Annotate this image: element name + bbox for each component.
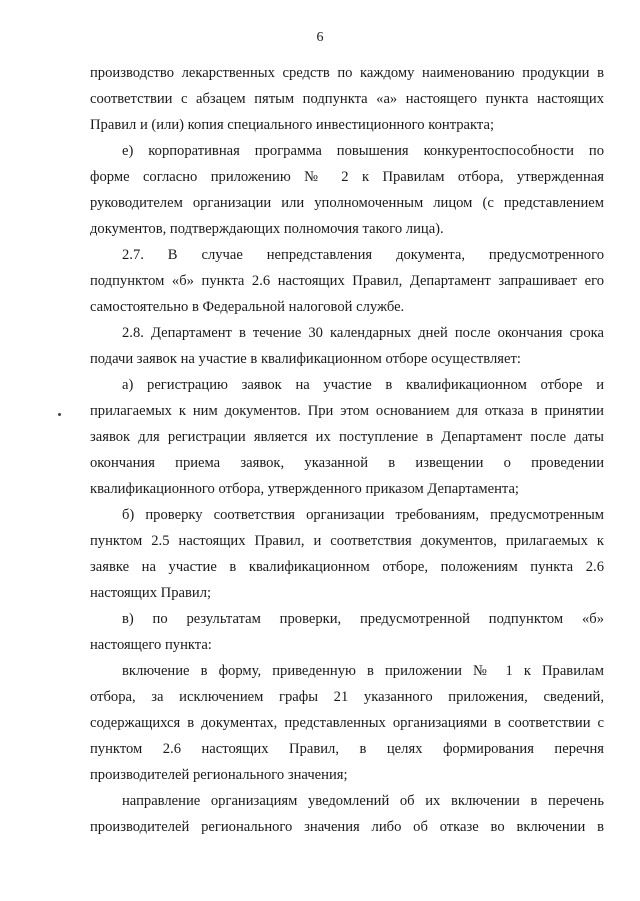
text-line: прилагаемых к ним документов. При этом основанием для отказа в принятии	[90, 403, 604, 419]
text-line: в) по результатам проверки, предусмотренной подпунктом «б»	[122, 611, 604, 627]
text-line: 2.7. В случае непредставления документа, предусмотренного	[122, 247, 604, 263]
text-line: настоящих Правил;	[90, 585, 212, 601]
text-line: Правил и (или) копия специального инвестиционного контракта;	[90, 117, 495, 133]
text-line: содержащихся в документах, представленных организациями в соответствии с	[90, 715, 604, 731]
text-line: заявок для регистрации является их поступление в Департамент после даты	[90, 429, 604, 445]
text-line: подачи заявок на участие в квалификационном отборе осуществляет:	[90, 351, 521, 367]
text-line: самостоятельно в Федеральной налоговой службе.	[90, 299, 405, 315]
text-line: направление организациям уведомлений об их включении в перечень	[122, 793, 604, 809]
text-line: производителей регионального значения либо об отказе во включении в	[90, 819, 604, 835]
text-line: е) корпоративная программа повышения конкурентоспособности по	[122, 143, 604, 159]
text-line: документов, подтверждающих полномочия такого лица).	[90, 221, 444, 237]
text-line: настоящего пункта:	[90, 637, 212, 653]
text-line: окончания приема заявок, указанной в извещении о проведении	[90, 455, 604, 471]
text-line: отбора, за исключением графы 21 указанного приложения, сведений,	[90, 689, 604, 705]
text-line: пунктом 2.5 настоящих Правил, и соответствия документов, прилагаемых к	[90, 533, 604, 549]
text-line: 2.8. Департамент в течение 30 календарных дней после окончания срока	[122, 325, 604, 341]
text-line: квалификационного отбора, утвержденного приказом Департамента;	[90, 481, 519, 497]
text-line: соответствии с абзацем пятым подпункта «а» настоящего пункта настоящих	[90, 91, 604, 107]
text-line: включение в форму, приведенную в приложении № 1 к Правилам	[122, 663, 604, 679]
text-line: производство лекарственных средств по каждому наименованию продукции в	[90, 65, 604, 81]
page-number: 6	[316, 30, 324, 45]
stray-mark	[58, 413, 61, 416]
text-line: заявке на участие в квалификационном отборе, положениям пункта 2.6	[90, 559, 604, 575]
text-line: б) проверку соответствия организации требованиям, предусмотренным	[122, 507, 604, 523]
text-line: производителей регионального значения;	[90, 767, 348, 783]
text-line: пунктом 2.6 настоящих Правил, в целях формирования перечня	[90, 741, 604, 757]
text-line: подпунктом «б» пункта 2.6 настоящих Правил, Департамент запрашивает его	[90, 273, 604, 289]
text-line: форме согласно приложению № 2 к Правилам отбора, утвержденная	[90, 169, 604, 185]
text-line: а) регистрацию заявок на участие в квалификационном отборе и	[122, 377, 604, 393]
text-line: руководителем организации или уполномоченным лицом (с представлением	[90, 195, 604, 211]
